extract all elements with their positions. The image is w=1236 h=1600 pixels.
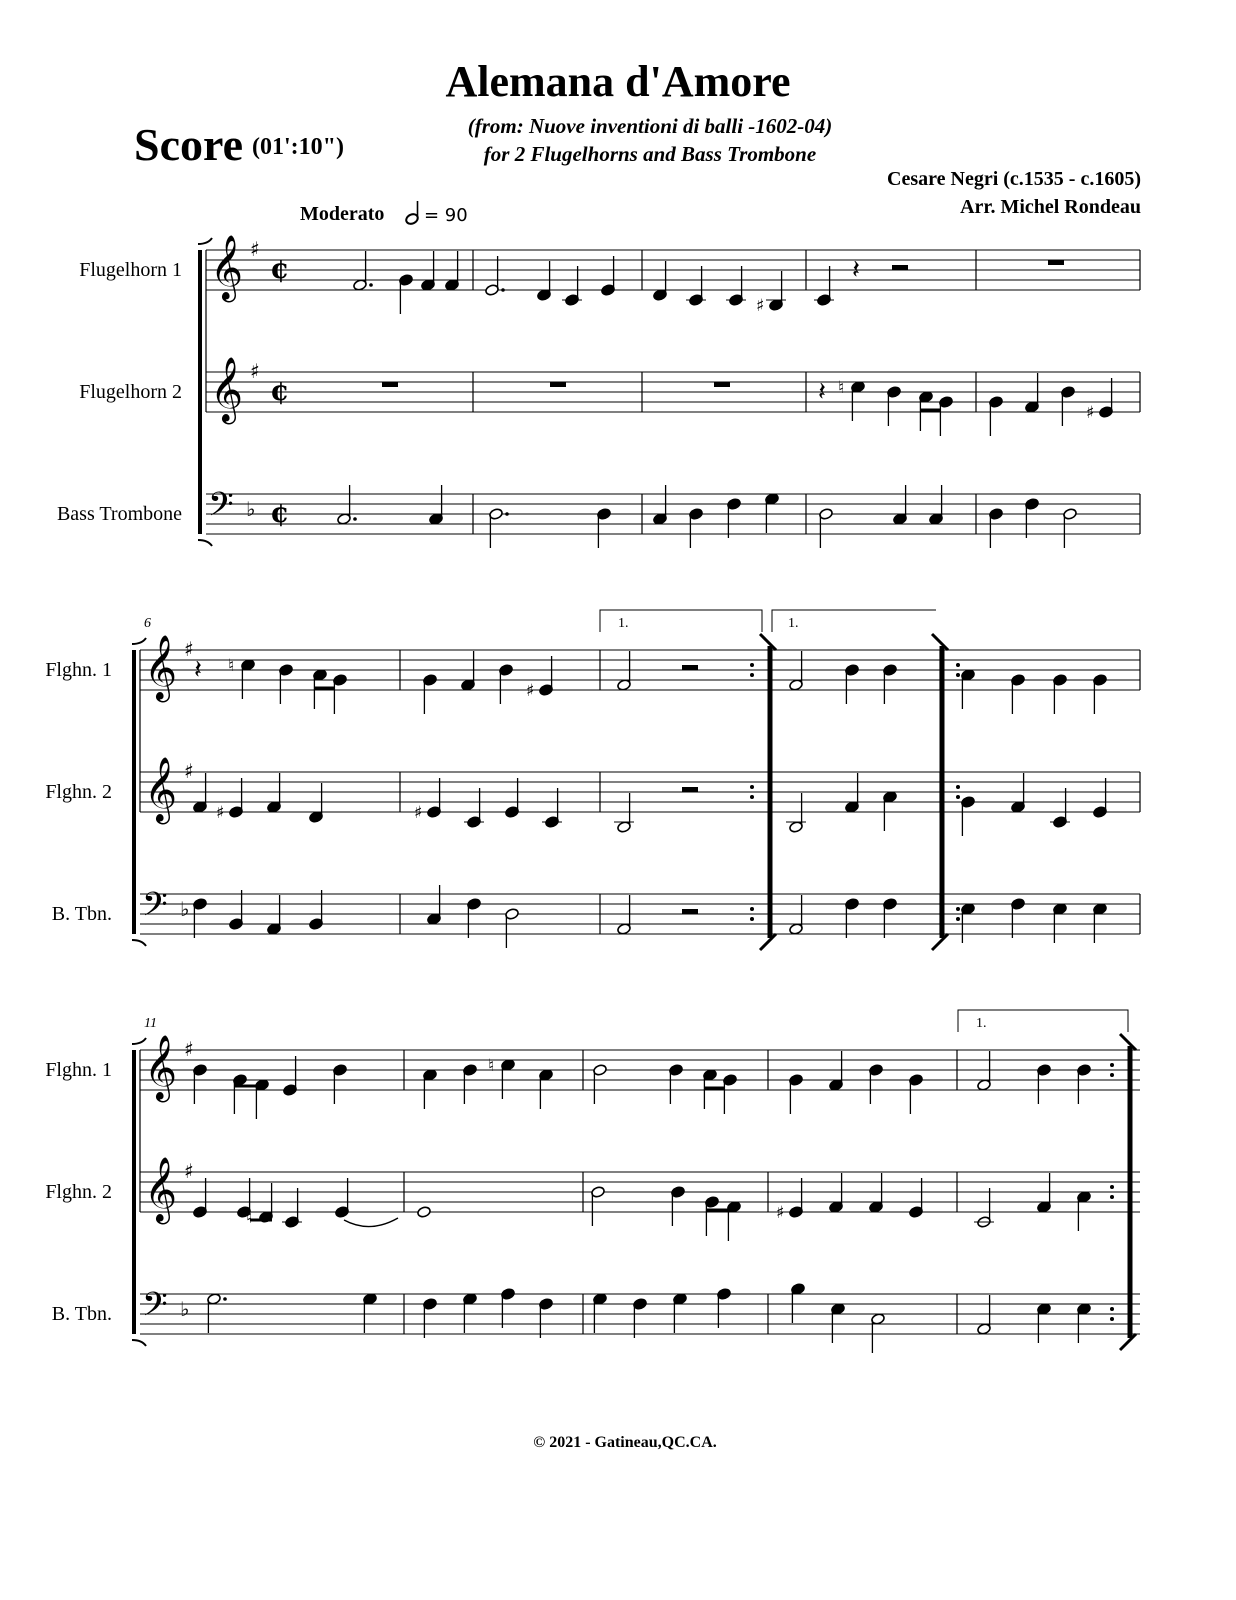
bass-clef-icon: 𝄢 [142,886,168,932]
instrument-label-bass-trombone: Bass Trombone [56,503,182,525]
composer-credit: Cesare Negri (c.1535 - c.1605) [887,168,1141,190]
natural-icon: ♮ [838,378,845,398]
dot [353,517,357,521]
instrument-label-flugelhorn-2: Flghn. 2 [45,1181,112,1203]
sharp-icon: ♯ [216,803,225,823]
sharp-icon: ♯ [414,803,423,823]
repeat-dot [1110,1185,1114,1189]
repeat-dot [956,907,960,911]
tie [344,1218,398,1227]
arranger-credit: Arr. Michel Rondeau [960,196,1141,218]
score-title: Alemana d'Amore [445,57,791,106]
flat-icon: ♭ [180,1297,190,1321]
instrument-label-flugelhorn-2: Flugelhorn 2 [79,381,182,403]
repeat-dot [956,673,960,677]
flat-icon: ♭ [180,897,190,921]
whole-rest-icon [550,382,566,387]
first-ending-label: 1. [618,616,629,631]
repeat-dot [750,673,754,677]
sharp-icon: ♯ [184,1037,194,1061]
bracket-hook [132,1340,146,1346]
sharp-icon: ♯ [184,759,194,783]
measure-number: 6 [144,616,151,631]
sharp-icon: ♯ [184,1159,194,1183]
treble-clef-icon: 𝄞 [144,757,178,822]
whole-rest-icon [382,382,398,387]
quarter-rest-icon: 𝄽 [194,655,202,685]
instrument-label-bass-trombone: B. Tbn. [51,1303,112,1325]
bass-clef-icon: 𝄢 [142,1286,168,1332]
instrument-label-flugelhorn-1: Flghn. 1 [45,1059,112,1081]
sharp-icon: ♯ [756,296,765,316]
half-rest-icon [682,665,698,670]
natural-icon: ♮ [488,1056,495,1076]
repeat-dot [750,917,754,921]
volta-bracket [600,610,762,632]
volta-bracket [958,1010,1128,1032]
half-rest-icon [682,787,698,792]
repeat-dot [1110,1073,1114,1077]
copyright-footer: © 2021 - Gatineau,QC.CA. [533,1434,717,1451]
score-label: Score [134,119,244,170]
natural-icon: ♮ [246,1208,253,1228]
first-ending-label: 1. [788,616,799,631]
repeat-dot [750,795,754,799]
sharp-icon: ♯ [250,237,260,261]
repeat-dot [750,663,754,667]
instrument-label-flugelhorn-2: Flghn. 2 [45,781,112,803]
treble-clef-icon: 𝄞 [144,1157,178,1222]
dot [223,1297,227,1301]
cut-time-icon: ¢ [270,374,290,407]
repeat-dot [956,795,960,799]
whole-rest-icon [714,382,730,387]
cut-time-icon: ¢ [270,496,290,529]
bracket-hook [132,940,146,946]
dot [505,512,509,516]
whole-rest-icon [1048,260,1064,265]
treble-clef-icon: 𝄞 [144,1035,178,1100]
first-ending-label: 1. [976,1016,987,1031]
natural-icon: ♮ [228,656,235,676]
cut-time-icon: ¢ [270,252,290,285]
measure-number: 11 [144,1016,157,1031]
dot [501,288,505,292]
repeat-dot [956,663,960,667]
sharp-icon: ♯ [526,681,535,701]
repeat-dot [750,907,754,911]
treble-clef-icon: 𝄞 [210,357,244,422]
quarter-rest-icon: 𝄽 [852,255,860,285]
repeat-dot [750,785,754,789]
repeat-dot [1110,1307,1114,1311]
bass-clef-icon: 𝄢 [208,486,234,532]
dot [369,283,373,287]
instrument-label-flugelhorn-1: Flugelhorn 1 [79,259,182,281]
instrument-label-flugelhorn-1: Flghn. 1 [45,659,112,681]
repeat-dot [1110,1063,1114,1067]
sharp-icon: ♯ [250,359,260,383]
repeat-dot [1110,1317,1114,1321]
treble-clef-icon: 𝄞 [210,235,244,300]
half-rest-icon [892,265,908,270]
repeat-dot [956,785,960,789]
quarter-rest-icon: 𝄽 [818,377,826,407]
sharp-icon: ♯ [184,637,194,661]
bracket-hook [198,540,212,546]
sharp-icon: ♯ [1086,403,1095,423]
sharp-icon: ♯ [776,1203,785,1223]
subtitle-instrumentation: for 2 Flugelhorns and Bass Trombone [483,142,817,166]
tempo-value: = 90 [424,205,468,226]
flat-icon: ♭ [246,497,256,521]
repeat-dot [1110,1195,1114,1199]
treble-clef-icon: 𝄞 [144,635,178,700]
subtitle-source: (from: Nuove inventioni di balli -1602-04) [467,114,833,138]
half-rest-icon [682,909,698,914]
score-duration: (01':10") [252,134,344,160]
note-head [417,1206,432,1219]
tempo-marking: Moderato [300,203,385,225]
volta-bracket [772,610,936,632]
instrument-label-bass-trombone: B. Tbn. [51,903,112,925]
repeat-dot [956,917,960,921]
